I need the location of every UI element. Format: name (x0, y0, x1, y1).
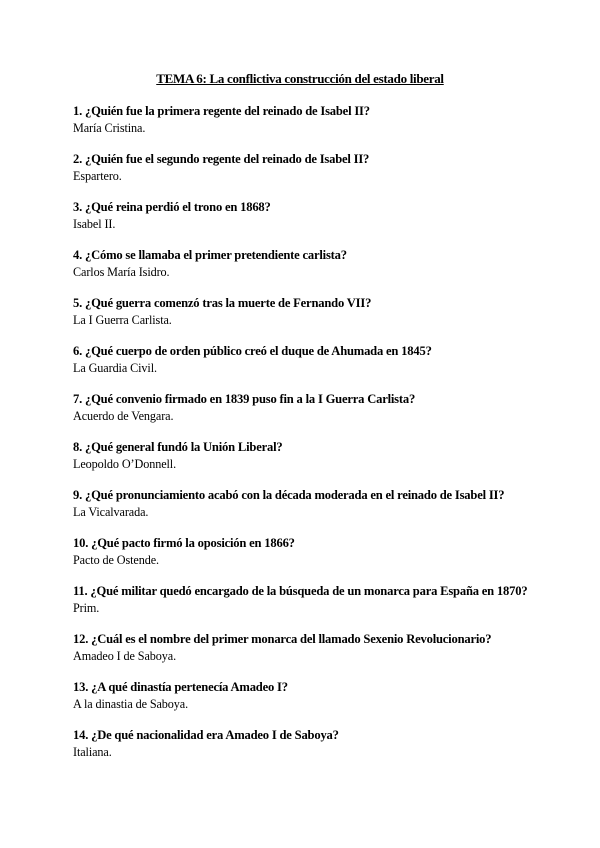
answer-6: La Guardia Civil. (73, 361, 157, 375)
qa-item-13 (73, 679, 573, 713)
qa-item-9 (73, 487, 573, 521)
answer-11: Prim. (73, 601, 100, 615)
qa-item-1 (73, 103, 573, 137)
question-2: 2. ¿Quién fue el segundo regente del reinado de Isabel II? (73, 152, 370, 166)
qa-item-3 (73, 199, 573, 233)
answer-3: Isabel II. (73, 217, 116, 231)
answer-5: La I Guerra Carlista. (73, 313, 172, 327)
answer-14: Italiana. (73, 745, 112, 759)
qa-item-10 (73, 535, 573, 569)
question-13: 13. ¿A qué dinastía pertenecía Amadeo I? (73, 680, 288, 694)
answer-7: Acuerdo de Vengara. (73, 409, 174, 423)
qa-item-11 (73, 583, 573, 617)
answer-1: María Cristina. (73, 121, 146, 135)
qa-item-2 (73, 151, 573, 185)
answer-2: Espartero. (73, 169, 122, 183)
question-10: 10. ¿Qué pacto firmó la oposición en 1866? (73, 536, 295, 550)
qa-item-4 (73, 247, 573, 281)
question-7: 7. ¿Qué convenio firmado en 1839 puso fin a la I Guerra Carlista? (73, 392, 416, 406)
question-8: 8. ¿Qué general fundó la Unión Liberal? (73, 440, 283, 454)
answer-9: La Vicalvarada. (73, 505, 149, 519)
qa-item-6 (73, 343, 573, 377)
qa-item-14 (73, 727, 573, 761)
answer-10: Pacto de Ostende. (73, 553, 159, 567)
question-1: 1. ¿Quién fue la primera regente del reinado de Isabel II? (73, 104, 370, 118)
question-4: 4. ¿Cómo se llamaba el primer pretendiente carlista? (73, 248, 347, 262)
answer-4: Carlos María Isidro. (73, 265, 170, 279)
answer-13: A la dinastia de Saboya. (73, 697, 189, 711)
question-14: 14. ¿De qué nacionalidad era Amadeo I de Saboya? (73, 728, 339, 742)
answer-8: Leopoldo O’Donnell. (73, 457, 177, 471)
qa-item-12 (73, 631, 573, 665)
page-title: TEMA 6: La conflictiva construcción del estado liberal (156, 71, 444, 86)
question-9: 9. ¿Qué pronunciamiento acabó con la década moderada en el reinado de Isabel II? (73, 488, 505, 502)
answer-12: Amadeo I de Saboya. (73, 649, 177, 663)
question-11: 11. ¿Qué militar quedó encargado de la búsqueda de un monarca para España en 1870? (73, 584, 528, 598)
question-12: 12. ¿Cuál es el nombre del primer monarca del llamado Sexenio Revolucionario? (73, 632, 492, 646)
question-6: 6. ¿Qué cuerpo de orden público creó el duque de Ahumada en 1845? (73, 344, 432, 358)
qa-item-8 (73, 439, 573, 473)
qa-item-7 (73, 391, 573, 425)
question-3: 3. ¿Qué reina perdió el trono en 1868? (73, 200, 271, 214)
qa-item-5 (73, 295, 573, 329)
question-5: 5. ¿Qué guerra comenzó tras la muerte de Fernando VII? (73, 296, 372, 310)
